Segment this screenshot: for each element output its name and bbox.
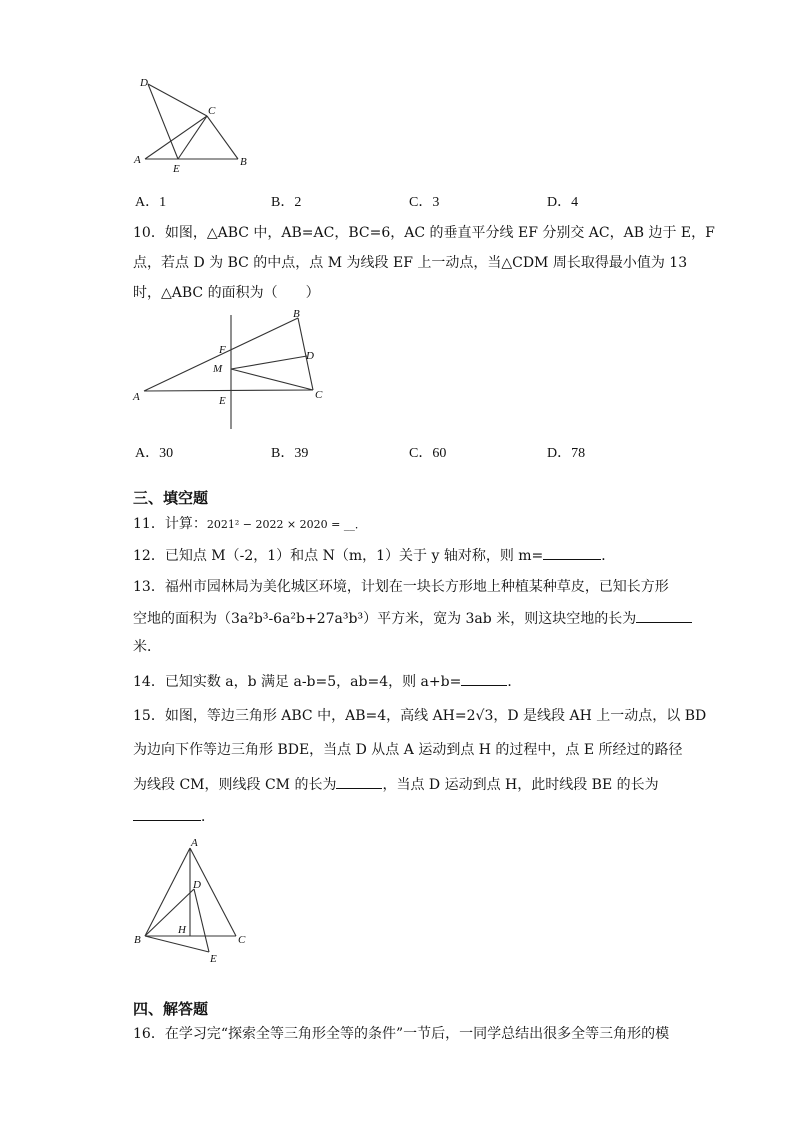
figure-q9 [130,74,255,176]
q10-option-d[interactable]: D．78 [547,446,586,461]
q15-line-2: 为边向下作等边三角形 BDE，当点 D 从点 A 运动到点 H 的过程中，点 E 所经过的路径 [133,742,683,758]
q13-line-3: 米． [133,639,161,655]
figure-q15 [130,836,255,970]
q12-end: ． [601,548,616,564]
figure-q10 [130,305,330,433]
q15-end: ． [201,809,215,825]
fig15-label-d: D [193,879,201,891]
fig15-label-b: B [134,934,141,946]
q15-line-3 [133,774,659,795]
q9-option-d[interactable]: D．4 [547,195,579,210]
fig10-label-d: D [306,350,314,362]
q12-line [133,545,615,566]
q13-line-2 [133,608,692,629]
fig9-label-d: D [140,77,148,89]
q14-line [133,671,521,692]
fig15-label-h: H [178,924,186,936]
fig10-label-m: M [213,363,223,375]
section-title-fill-in: 三、填空题 [133,489,209,507]
q15-answer-blank-cm[interactable] [336,774,382,789]
q15-line-3b: ，当点 D 运动到点 H，此时线段 BE 的长为 [382,777,659,793]
q14-answer-blank[interactable] [461,671,507,686]
q14-text: 14．已知实数 a，b 满足 a-b=5，ab=4，则 a+b= [133,674,462,690]
q10-line-1: 10．如图，△ABC 中，AB=AC，BC=6，AC 的垂直平分线 EF 分别交 AC，AB 边于 E，F [133,225,715,241]
q14-end: ． [507,674,522,690]
q11-expression: 2021² − 2022 × 2020 = __． [206,518,366,531]
q12-text: 12．已知点 M（-2，1）和点 N（m，1）关于 y 轴对称，则 m= [133,548,544,564]
fig9-label-e: E [173,163,180,175]
q15-line-3a: 为线段 CM，则线段 CM 的长为 [133,777,337,793]
fig15-label-a: A [191,837,198,849]
q15-line-4 [133,806,215,827]
q10-line-3: 时，△ABC 的面积为（ ） [133,285,320,301]
q15-answer-blank-be[interactable] [133,806,201,821]
q13-line-1: 13．福州市园林局为美化城区环境，计划在一块长方形地上种植某种草皮，已知长方形 [133,579,669,595]
q11-prefix: 11．计算： [133,516,207,532]
q16-line-1: 16．在学习完“探索全等三角形全等的条件”一节后，一同学总结出很多全等三角形的模 [133,1026,670,1042]
fig10-label-c: C [315,389,323,401]
q10-option-a[interactable]: A．30 [135,446,174,461]
q13-answer-blank[interactable] [636,608,692,623]
q10-line-2: 点，若点 D 为 BC 的中点，点 M 为线段 EF 上一动点，当△CDM 周长取得最小值为 13 [133,255,688,271]
q10-option-b[interactable]: B．39 [271,446,309,461]
section-title-answer: 四、解答题 [133,1000,209,1018]
q9-option-a[interactable]: A．1 [135,195,167,210]
q9-option-b[interactable]: B．2 [271,195,302,210]
fig10-label-e: E [219,395,226,407]
q10-option-c[interactable]: C．60 [409,446,447,461]
fig10-label-f: F [219,344,226,356]
fig15-label-c: C [238,934,246,946]
q9-option-c[interactable]: C．3 [409,195,440,210]
q12-answer-blank[interactable] [543,545,601,560]
q15-line-1: 15．如图，等边三角形 ABC 中，AB=4，高线 AH=2√3，D 是线段 AH 上一动点，以 BD [133,708,707,724]
q11-line [133,514,366,535]
fig9-label-a: A [134,154,141,166]
fig10-label-a: A [133,391,140,403]
fig15-label-e: E [210,953,217,965]
fig9-label-c: C [208,105,216,117]
q13-line-2-text: 空地的面积为（3a²b³-6a²b+27a³b³）平方米，宽为 3ab 米，则这块空地的长为 [133,611,637,627]
fig9-label-b: B [240,156,247,168]
fig10-label-b: B [293,308,300,320]
